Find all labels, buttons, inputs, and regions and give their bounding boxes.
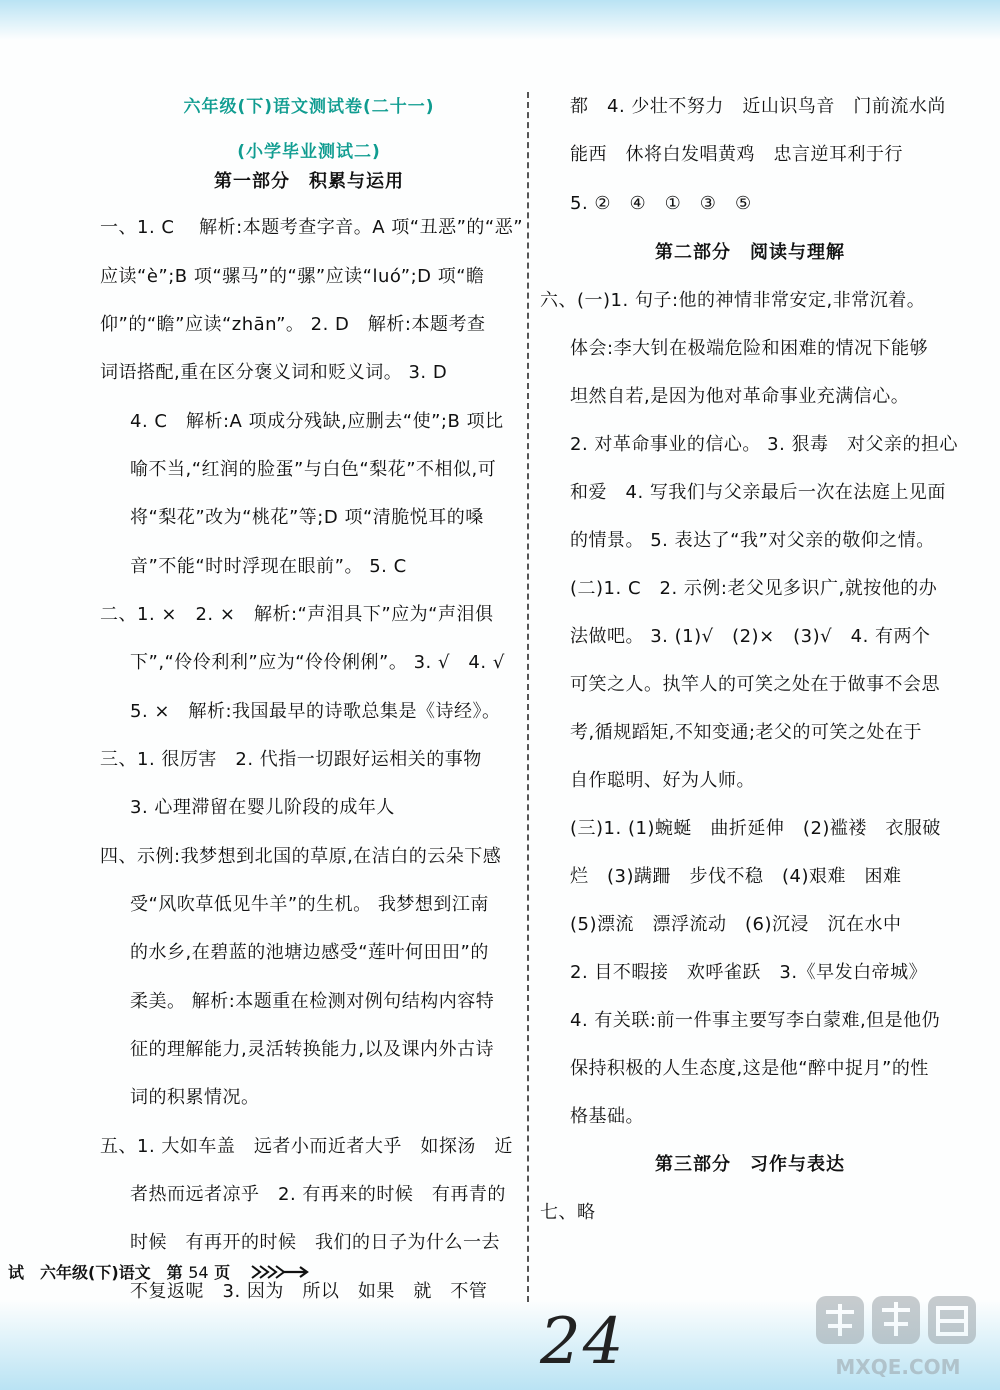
answer-line: 七、略 xyxy=(540,1202,596,1223)
answer-line: 音”不能“时时浮现在眼前”。 5. C xyxy=(130,556,407,577)
section-heading-part1: 第一部分 积累与运用 xyxy=(214,171,404,192)
answer-line: 能西 休将白发唱黄鸡 忠言逆耳利于行 xyxy=(570,144,903,165)
answer-line: 2. 对革命事业的信心。 3. 狠毒 对父亲的担心 xyxy=(570,434,959,455)
answer-line: (二)1. C 2. 示例:老父见多识广,就按他的办 xyxy=(570,578,938,599)
answer-line: 考,循规蹈矩,不知变通;老父的可笑之处在于 xyxy=(570,722,923,743)
test-subtitle: (小学毕业测试二) xyxy=(237,142,381,162)
answer-line: 5. ② ④ ① ③ ⑤ xyxy=(570,193,752,214)
watermark-text: MXQE.COM xyxy=(835,1355,961,1379)
page-number: 54 xyxy=(188,1263,209,1282)
answer-line: 和爱 4. 写我们与父亲最后一次在法庭上见面 xyxy=(570,482,946,503)
answer-line: 喻不当,“红润的脸蛋”与白色“梨花”不相似,可 xyxy=(130,459,497,480)
answer-line: 将“梨花”改为“桃花”等;D 项“清脆悦耳的嗓 xyxy=(130,507,484,528)
answer-line: 法做吧。 3. (1)√ (2)× (3)√ 4. 有两个 xyxy=(570,626,931,647)
answer-line: 可笑之人。执竿人的可笑之处在于做事不会思 xyxy=(570,674,940,695)
watermark-logo xyxy=(812,1292,984,1384)
answer-line: 者热而远者凉乎 2. 有再来的时候 有再青的 xyxy=(130,1184,506,1205)
answer-line: 下”,“伶伶利利”应为“伶伶俐俐”。 3. √ 4. √ xyxy=(130,652,505,673)
answer-line: 五、1. 大如车盖 远者小而近者大乎 如探汤 近 xyxy=(100,1136,513,1157)
answer-line: 三、1. 很厉害 2. 代指一切跟好运相关的事物 xyxy=(100,749,482,770)
footer-label: 试 六年级(下)语文 第 xyxy=(8,1263,183,1282)
answer-line: 4. 有关联:前一件事主要写李白蒙难,但是他仍 xyxy=(570,1010,941,1031)
answer-line: 一、1. C 解析:本题考查字音。A 项“丑恶”的“恶” xyxy=(100,217,524,238)
answer-line: 词语搭配,重在区分褒义词和贬义词。 3. D xyxy=(100,362,448,383)
answer-line: 时候 有再开的时候 我们的日子为什么一去 xyxy=(130,1232,500,1253)
section-heading-part3: 第三部分 习作与表达 xyxy=(655,1154,845,1175)
answer-line: 四、示例:我梦想到北国的草原,在洁白的云朵下感 xyxy=(100,846,502,867)
answer-line: 征的理解能力,灵活转换能力,以及课内外古诗 xyxy=(130,1039,494,1060)
answer-line: (三)1. (1)蜿蜒 曲折延伸 (2)褴褛 衣服破 xyxy=(570,818,941,839)
answer-line: 格基础。 xyxy=(570,1106,644,1127)
answer-line: 二、1. × 2. × 解析:“声泪具下”应为“声泪俱 xyxy=(100,604,494,625)
answer-line: 应读“è”;B 项“骡马”的“骡”应读“luó”;D 项“瞻 xyxy=(100,266,485,287)
answer-line: 4. C 解析:A 项成分残缺,应删去“使”;B 项比 xyxy=(130,411,504,432)
footer-page-suffix: 页 xyxy=(214,1263,231,1282)
answer-line: 坦然自若,是因为他对革命事业充满信心。 xyxy=(570,386,910,407)
answer-line: (5)漂流 漂浮流动 (6)沉浸 沉在水中 xyxy=(570,914,902,935)
column-divider xyxy=(527,92,529,1302)
answer-line: 保持积极的人生态度,这是他“醉中捉月”的性 xyxy=(570,1058,929,1079)
section-heading-part2: 第二部分 阅读与理解 xyxy=(655,242,845,263)
answer-line: 词的积累情况。 xyxy=(130,1087,260,1108)
answer-line: 柔美。 解析:本题重在检测对例句结构内容特 xyxy=(130,991,495,1012)
answer-line: 的水乡,在碧蓝的池塘边感受“莲叶何田田”的 xyxy=(130,942,489,963)
answer-line: 都 4. 少壮不努力 近山识鸟音 门前流水尚 xyxy=(570,96,946,117)
answer-line: 仰”的“瞻”应读“zhān”。 2. D 解析:本题考查 xyxy=(100,314,486,335)
answer-line: 5. × 解析:我国最早的诗歌总集是《诗经》。 xyxy=(130,701,501,722)
test-title: 六年级(下)语文测试卷(二十一) xyxy=(183,97,435,117)
answer-line: 受“风吹草低见牛羊”的生机。 我梦想到江南 xyxy=(130,894,489,915)
answer-line: 六、(一)1. 句子:他的神情非常安定,非常沉着。 xyxy=(540,290,926,311)
answer-line: 烂 (3)蹒跚 步伐不稳 (4)艰难 困难 xyxy=(570,866,902,887)
answer-line: 不复返呢 3. 因为 所以 如果 就 不管 xyxy=(130,1281,488,1302)
answer-line: 体会:李大钊在极端危险和困难的情况下能够 xyxy=(570,338,929,359)
page-footer xyxy=(8,1260,310,1285)
double-arrow-icon xyxy=(250,1263,310,1285)
answer-line: 的情景。 5. 表达了“我”对父亲的敬仰之情。 xyxy=(570,530,935,551)
answer-line: 2. 目不暇接 欢呼雀跃 3.《早发白帝城》 xyxy=(570,962,928,983)
handwritten-page-number: 24 xyxy=(540,1305,626,1379)
answer-line: 3. 心理滞留在婴儿阶段的成年人 xyxy=(130,797,395,818)
answer-line: 自作聪明、好为人师。 xyxy=(570,770,755,791)
